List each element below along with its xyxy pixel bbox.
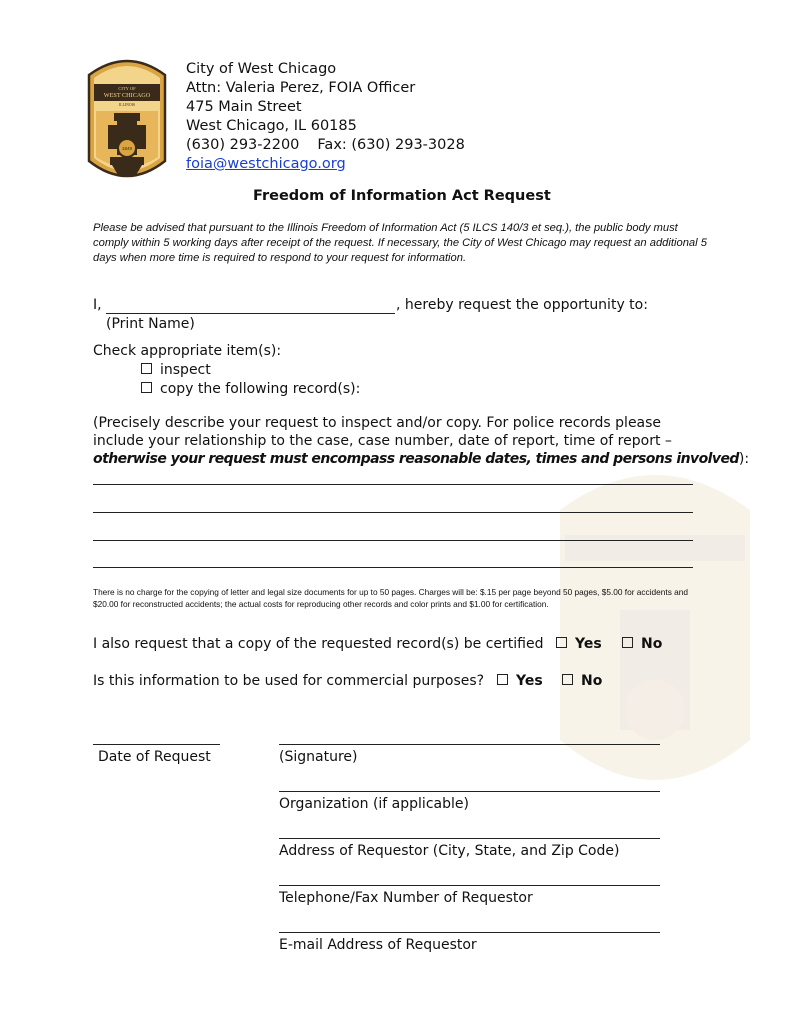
telephone-label: Telephone/Fax Number of Requestor [279,890,533,906]
copy-label: copy the following record(s): [160,381,361,397]
certified-no-label: No [641,636,663,652]
copy-checkbox[interactable] [141,382,152,393]
option-copy[interactable] [141,381,360,397]
describe-line-3 [93,451,749,467]
certified-yes[interactable] [556,636,602,652]
logo-text-main: WEST CHICAGO [103,92,151,99]
email-label: E-mail Address of Requestor [279,937,477,953]
describe-line-2: include your relationship to the case, case number, date of report, time of report – [93,433,672,449]
name-prefix: I, [93,297,102,313]
print-name-caption: (Print Name) [106,316,195,332]
certified-yes-checkbox[interactable] [556,637,567,648]
description-line[interactable] [93,567,693,568]
description-line[interactable] [93,512,693,513]
commercial-yes[interactable] [497,673,543,689]
inspect-label: inspect [160,362,211,378]
city-logo [86,53,168,185]
address-label: Address of Requestor (City, State, and Zip Code) [279,843,620,859]
commercial-no[interactable] [562,673,602,689]
print-name-line[interactable] [106,313,395,314]
description-line[interactable] [93,540,693,541]
form-title: Freedom of Information Act Request [253,188,551,204]
commercial-yes-checkbox[interactable] [497,674,508,685]
signature-label: (Signature) [279,749,358,765]
describe-end: ): [738,451,750,467]
commercial-question: Is this information to be used for commercial purposes? [93,673,485,689]
certified-no[interactable] [622,636,662,652]
logo-text-top: CITY OF [118,86,136,91]
commercial-yes-label: Yes [516,673,543,689]
legal-notice: Please be advised that pursuant to the Illinois Freedom of Information Act (5 ILCS 140/3 et seq.), the public body must comply within 5 working days after receipt of the request. If necessary, the City of West Chicago may request an additional 5 days when more time is required to respond to your request for information. [93,222,707,264]
commercial-no-checkbox[interactable] [562,674,573,685]
street-address: 475 Main Street [186,99,302,115]
city-state-zip: West Chicago, IL 60185 [186,118,357,134]
describe-italic: otherwise your request must encompass reasonable dates, times and persons involved [93,451,739,467]
organization-label: Organization (if applicable) [279,796,469,812]
phone-fax-line [186,136,465,155]
option-inspect[interactable] [141,362,211,378]
description-line[interactable] [93,484,693,485]
logo-year: 1849 [121,146,133,151]
fax-number: Fax: (630) 293-3028 [317,137,465,153]
phone-number: (630) 293-2200 [186,137,300,153]
telephone-line[interactable] [279,885,660,886]
logo-text-bottom: ILLINOIS [118,103,136,107]
date-line[interactable] [93,744,220,745]
organization-line[interactable] [279,791,660,792]
name-suffix: , hereby request the opportunity to: [396,297,648,313]
date-label: Date of Request [98,749,211,765]
certified-yes-label: Yes [575,636,602,652]
describe-line-1: (Precisely describe your request to inspect and/or copy. For police records please [93,415,662,431]
email-line[interactable] [279,932,660,933]
address-line[interactable] [279,838,660,839]
email-link[interactable]: foia@westchicago.org [186,156,346,172]
commercial-no-label: No [581,673,603,689]
inspect-checkbox[interactable] [141,363,152,374]
watermark-logo [540,440,770,820]
certified-no-checkbox[interactable] [622,637,633,648]
signature-line[interactable] [279,744,660,745]
org-name: City of West Chicago [186,61,337,77]
check-heading: Check appropriate item(s): [93,343,282,359]
charges-notice: There is no charge for the copying of letter and legal size documents for up to 50 pages. Charges will be: $.15 per page beyond 50 pages, $5.00 for accidents and $20.00 for reconstructed accidents; the actual costs for reproducing other records and color prints and $1.00 for certification. [93,587,688,609]
attn-line: Attn: Valeria Perez, FOIA Officer [186,80,416,96]
certified-question: I also request that a copy of the requested record(s) be certified [93,636,544,652]
